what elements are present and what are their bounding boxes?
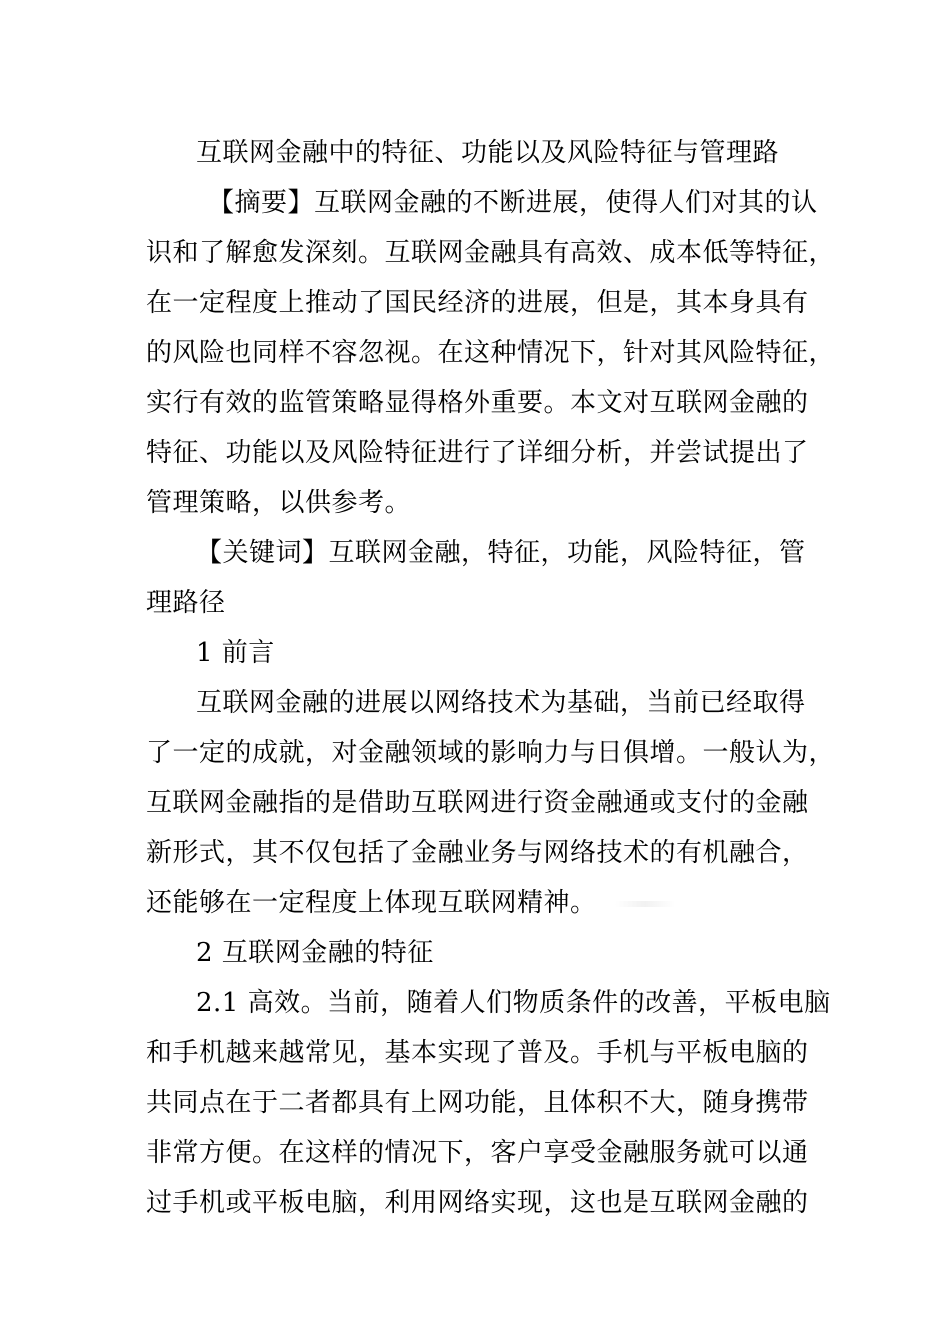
paragraph-line: 了一定的成就，对金融领域的影响力与日俱增。一般认为， (146, 738, 836, 768)
document-body (146, 128, 836, 1228)
paragraph-line-last (146, 878, 796, 928)
abstract-line: 【摘要】互联网金融的不断进展，使得人们对其的认 (208, 188, 818, 218)
abstract-line: 特征、功能以及风险特征进行了详细分析，并尝试提出了 (146, 438, 809, 468)
paragraph-text: 还能够在一定程度上体现互联网精神。 (146, 888, 597, 918)
paragraph-line: 过手机或平板电脑，利用网络实现，这也是互联网金融的 (146, 1188, 809, 1218)
section-heading: 1 前言 (196, 638, 275, 668)
paragraph-line: 非常方便。在这样的情况下，客户享受金融服务就可以通 (146, 1138, 809, 1168)
paragraph-line: 2.1 高效。当前，随着人们物质条件的改善，平板电脑 (196, 988, 831, 1018)
abstract-line: 实行有效的监管策略显得格外重要。本文对互联网金融的 (146, 388, 809, 418)
paragraph-line: 互联网金融指的是借助互联网进行资金融通或支付的金融 (146, 788, 809, 818)
paragraph-line: 新形式，其不仅包括了金融业务与网络技术的有机融合， (146, 838, 809, 868)
section-heading: 2 互联网金融的特征 (196, 938, 434, 968)
document-title: 互联网金融中的特征、功能以及风险特征与管理路 (196, 138, 780, 168)
faint-watermark-mark (615, 901, 675, 907)
paragraph-line: 互联网金融的进展以网络技术为基础，当前已经取得 (196, 688, 806, 718)
abstract-line: 在一定程度上推动了国民经济的进展，但是，其本身具有 (146, 288, 809, 318)
abstract-line: 管理策略，以供参考。 (146, 488, 412, 518)
abstract-line: 的风险也同样不容忽视。在这种情况下，针对其风险特征， (146, 338, 836, 368)
keywords-line: 【关键词】互联网金融，特征，功能，风险特征，管 (196, 538, 806, 568)
paragraph-line: 共同点在于二者都具有上网功能，且体积不大，随身携带 (146, 1088, 809, 1118)
paragraph-line: 和手机越来越常见，基本实现了普及。手机与平板电脑的 (146, 1038, 809, 1068)
keywords-line: 理路径 (146, 588, 226, 618)
abstract-line: 识和了解愈发深刻。互联网金融具有高效、成本低等特征， (146, 238, 836, 268)
